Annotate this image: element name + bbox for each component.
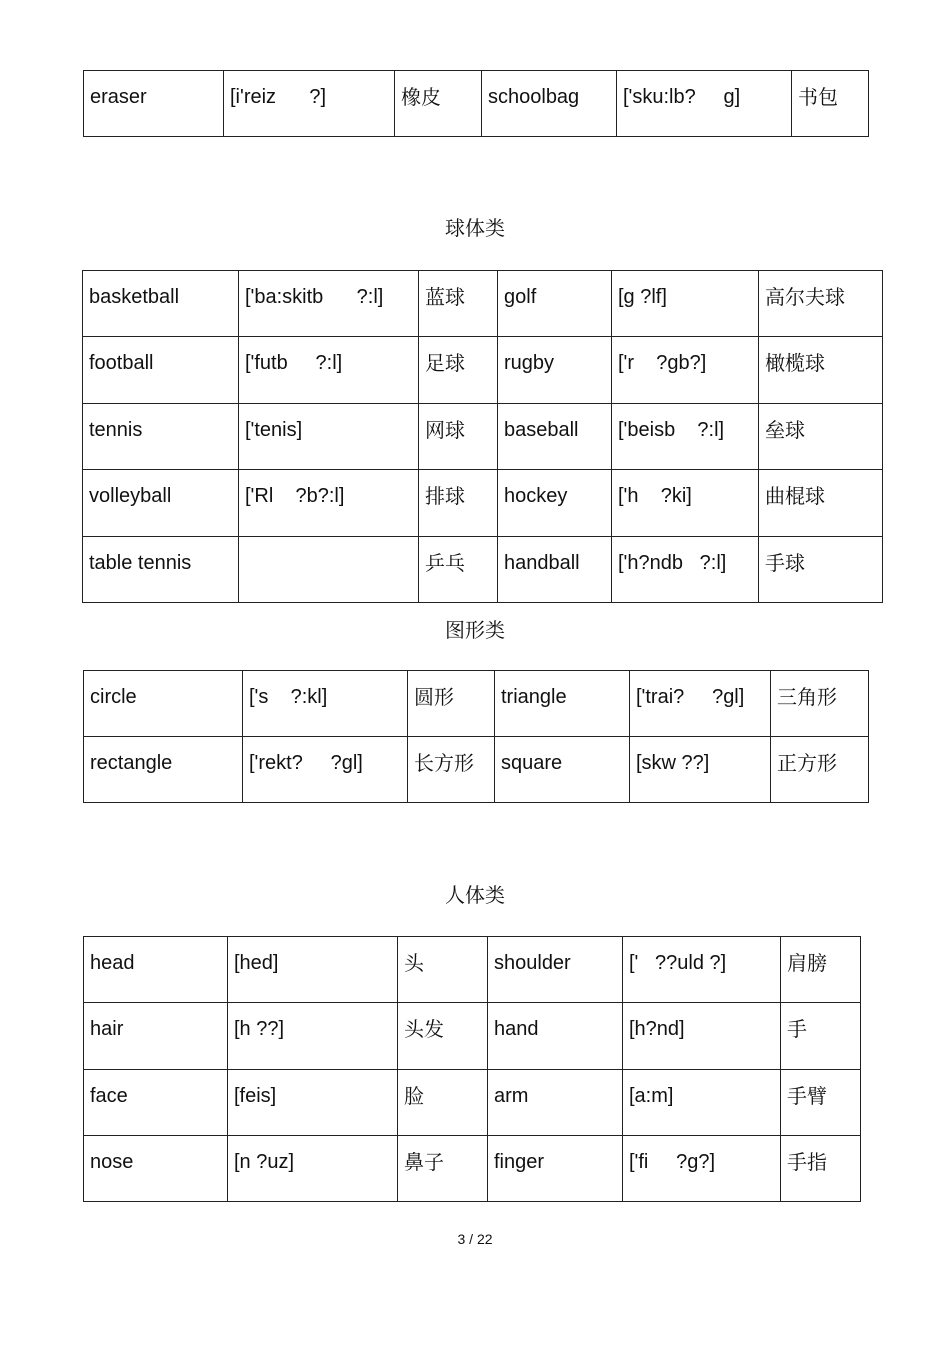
meaning-cell: 圆形 xyxy=(408,671,495,737)
meaning-cell: 手臂 xyxy=(781,1070,861,1136)
meaning-cell: 排球 xyxy=(419,470,498,537)
meaning-cell: 三角形 xyxy=(771,671,869,737)
word-cell: hockey xyxy=(498,470,612,537)
word-cell: hair xyxy=(84,1003,228,1070)
section-title-body: 人体类 xyxy=(445,883,505,907)
page-number: 3 / 22 xyxy=(457,1231,493,1247)
body-table xyxy=(83,936,861,1202)
word-cell: triangle xyxy=(495,671,630,737)
meaning-cell: 手球 xyxy=(759,537,883,603)
word-cell: table tennis xyxy=(83,537,239,603)
phonetic-cell: [' ??uld ?] xyxy=(623,937,781,1003)
word-cell: nose xyxy=(84,1136,228,1202)
meaning-cell: 垒球 xyxy=(759,404,883,470)
word-cell: rectangle xyxy=(84,737,243,803)
phonetic-cell: ['r ?gb?] xyxy=(612,337,759,404)
meaning-cell: 乒乓 xyxy=(419,537,498,603)
phonetic-cell: [h ??] xyxy=(228,1003,398,1070)
phonetic-cell: ['futb ?:l] xyxy=(239,337,419,404)
word-cell: head xyxy=(84,937,228,1003)
phonetic-cell: [h?nd] xyxy=(623,1003,781,1070)
phonetic-cell: [feis] xyxy=(228,1070,398,1136)
meaning-cell: 正方形 xyxy=(771,737,869,803)
phonetic-cell: ['trai? ?gl] xyxy=(630,671,771,737)
word-cell: football xyxy=(83,337,239,404)
phonetic-cell: ['s ?:kl] xyxy=(243,671,408,737)
word-cell: schoolbag xyxy=(482,71,617,137)
balls-table xyxy=(82,270,883,603)
word-cell: face xyxy=(84,1070,228,1136)
table-row xyxy=(84,671,869,737)
word-cell: eraser xyxy=(84,71,224,137)
phonetic-cell: ['beisb ?:l] xyxy=(612,404,759,470)
section-title-shapes: 图形类 xyxy=(445,618,505,642)
meaning-cell: 长方形 xyxy=(408,737,495,803)
meaning-cell: 手指 xyxy=(781,1136,861,1202)
meaning-cell: 网球 xyxy=(419,404,498,470)
table-row xyxy=(84,1070,861,1136)
word-cell: golf xyxy=(498,271,612,337)
table-row xyxy=(84,737,869,803)
meaning-cell: 橡皮 xyxy=(395,71,482,137)
word-cell: volleyball xyxy=(83,470,239,537)
table-row xyxy=(83,537,883,603)
table-row xyxy=(83,337,883,404)
meaning-cell: 蓝球 xyxy=(419,271,498,337)
table-row xyxy=(84,1003,861,1070)
phonetic-cell: ['Rl ?b?:l] xyxy=(239,470,419,537)
meaning-cell: 足球 xyxy=(419,337,498,404)
meaning-cell: 橄榄球 xyxy=(759,337,883,404)
meaning-cell: 头 xyxy=(398,937,488,1003)
word-cell: shoulder xyxy=(488,937,623,1003)
meaning-cell: 肩膀 xyxy=(781,937,861,1003)
phonetic-cell: ['fi ?g?] xyxy=(623,1136,781,1202)
meaning-cell: 鼻子 xyxy=(398,1136,488,1202)
word-cell: arm xyxy=(488,1070,623,1136)
table-row xyxy=(83,404,883,470)
phonetic-cell: ['tenis] xyxy=(239,404,419,470)
word-cell: baseball xyxy=(498,404,612,470)
phonetic-cell: [g ?lf] xyxy=(612,271,759,337)
word-cell: tennis xyxy=(83,404,239,470)
section-title-balls: 球体类 xyxy=(445,216,505,240)
word-cell: circle xyxy=(84,671,243,737)
meaning-cell: 手 xyxy=(781,1003,861,1070)
phonetic-cell: ['ba:skitb ?:l] xyxy=(239,271,419,337)
table-row xyxy=(84,71,869,137)
phonetic-cell: ['sku:lb? g] xyxy=(617,71,792,137)
table-row xyxy=(84,937,861,1003)
word-cell: basketball xyxy=(83,271,239,337)
phonetic-cell: [skw ??] xyxy=(630,737,771,803)
table-row xyxy=(83,470,883,537)
word-cell: handball xyxy=(498,537,612,603)
phonetic-cell: [i'reiz ?] xyxy=(224,71,395,137)
phonetic-cell: ['h?ndb ?:l] xyxy=(612,537,759,603)
phonetic-cell xyxy=(239,537,419,603)
word-cell: finger xyxy=(488,1136,623,1202)
table-row xyxy=(84,1136,861,1202)
shapes-table xyxy=(83,670,869,803)
meaning-cell: 高尔夫球 xyxy=(759,271,883,337)
phonetic-cell: [a:m] xyxy=(623,1070,781,1136)
stationery-table xyxy=(83,70,869,137)
meaning-cell: 曲棍球 xyxy=(759,470,883,537)
table-row xyxy=(83,271,883,337)
phonetic-cell: ['h ?ki] xyxy=(612,470,759,537)
word-cell: square xyxy=(495,737,630,803)
meaning-cell: 头发 xyxy=(398,1003,488,1070)
word-cell: rugby xyxy=(498,337,612,404)
meaning-cell: 脸 xyxy=(398,1070,488,1136)
word-cell: hand xyxy=(488,1003,623,1070)
phonetic-cell: [hed] xyxy=(228,937,398,1003)
meaning-cell: 书包 xyxy=(792,71,869,137)
phonetic-cell: ['rekt? ?gl] xyxy=(243,737,408,803)
phonetic-cell: [n ?uz] xyxy=(228,1136,398,1202)
